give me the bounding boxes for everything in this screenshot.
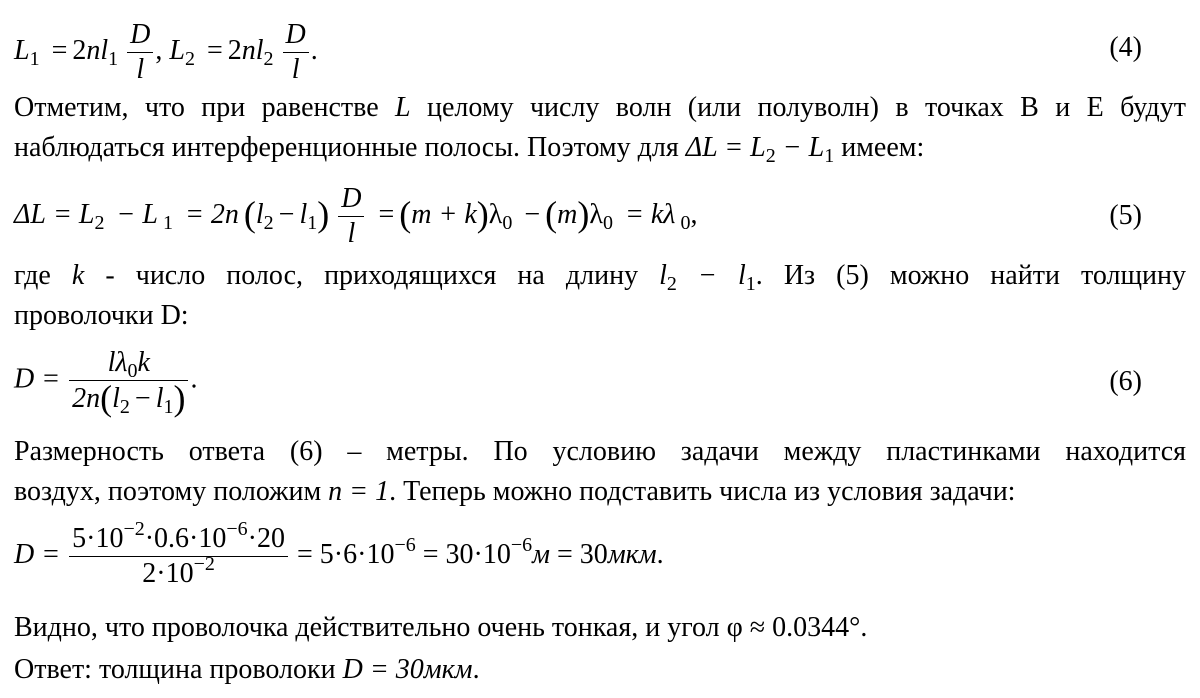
minus: − bbox=[278, 198, 295, 230]
sub: 2 bbox=[184, 47, 195, 70]
den-part: 2·10 bbox=[142, 558, 194, 589]
var-l: l bbox=[299, 198, 308, 230]
period: . bbox=[310, 34, 318, 66]
equation-6-body bbox=[14, 346, 197, 416]
frac-den bbox=[69, 378, 188, 418]
frac-den bbox=[338, 217, 364, 251]
unit-mkm: мкм bbox=[423, 654, 473, 685]
text: - число полос, приходящихся на длину bbox=[84, 260, 660, 291]
text: целому числу волн (или полуволн) в точках B и E будут bbox=[410, 92, 1186, 123]
n-equals-1: n = 1 bbox=[328, 476, 390, 507]
paren: ( bbox=[100, 378, 113, 418]
var-m: m bbox=[557, 198, 578, 230]
equation-6 bbox=[14, 344, 1186, 428]
equation-numeric bbox=[14, 520, 1186, 604]
var-l: l bbox=[291, 54, 300, 85]
sub: 2 bbox=[263, 211, 274, 234]
minus-l: − l bbox=[676, 260, 746, 291]
frac-num bbox=[338, 182, 364, 217]
var-L: L bbox=[395, 92, 411, 123]
l-lambda: lλ bbox=[107, 347, 128, 378]
sub: 1 bbox=[307, 211, 318, 234]
paragraph-2-line-2 bbox=[14, 296, 1186, 336]
fraction-D-over-l bbox=[127, 18, 153, 87]
term: = L bbox=[53, 198, 95, 230]
paren: ) bbox=[173, 378, 186, 418]
sup: −2 bbox=[193, 553, 215, 575]
frac-den bbox=[69, 553, 288, 591]
equation-number: (5) bbox=[1109, 200, 1142, 231]
var-n: n bbox=[86, 34, 101, 66]
text: проволочки D: bbox=[14, 300, 189, 331]
sub: 0 bbox=[127, 360, 138, 382]
sub: 1 bbox=[824, 145, 835, 167]
rhs-part: = 30·10 bbox=[422, 538, 511, 570]
minus-L: − L bbox=[775, 132, 825, 163]
sup: −6 bbox=[394, 533, 416, 556]
equals: = bbox=[51, 34, 68, 66]
frac-den bbox=[127, 53, 153, 87]
var-k: k bbox=[137, 347, 150, 378]
sub: 0 bbox=[502, 211, 513, 234]
var-l: l bbox=[155, 383, 164, 414]
equation-number: (6) bbox=[1109, 366, 1142, 397]
sub: 0 bbox=[680, 211, 691, 234]
period: . bbox=[472, 654, 480, 685]
paragraph-1 bbox=[14, 88, 1186, 128]
minus: − bbox=[524, 198, 541, 230]
sub: 2 bbox=[765, 145, 776, 167]
var-l: l bbox=[136, 54, 145, 85]
sub: 1 bbox=[163, 396, 174, 418]
var-n: n bbox=[241, 34, 256, 66]
sub: 1 bbox=[29, 47, 40, 70]
sub: 1 bbox=[162, 211, 173, 234]
unit-m: м bbox=[532, 538, 551, 570]
answer-line bbox=[14, 650, 1186, 690]
fraction-main bbox=[69, 346, 188, 416]
frac-num bbox=[69, 518, 288, 557]
sub: 2 bbox=[263, 47, 274, 70]
var-l: l bbox=[347, 218, 356, 249]
frac-num bbox=[69, 346, 188, 381]
period: . bbox=[656, 538, 664, 570]
text: . Теперь можно подставить числа из условия задачи: bbox=[389, 476, 1016, 507]
equation-4-body bbox=[14, 18, 318, 87]
var-D: D bbox=[130, 19, 151, 50]
equation-5-body bbox=[14, 182, 697, 251]
lambda: λ bbox=[488, 198, 503, 230]
rhs-part: = 5·6·10 bbox=[297, 538, 395, 570]
var-k: k bbox=[71, 260, 85, 291]
sup: −2 bbox=[123, 518, 145, 540]
term: = kλ bbox=[624, 198, 676, 230]
paren: ) bbox=[476, 193, 489, 234]
equation-5 bbox=[14, 180, 1186, 260]
paren: ) bbox=[317, 193, 330, 234]
text: Видно, что проволочка действительно очень тонкая, и угол bbox=[14, 612, 727, 643]
var-l: l bbox=[255, 34, 264, 66]
text: Ответ: толщина проволоки bbox=[14, 654, 343, 685]
period: . bbox=[860, 612, 868, 643]
fraction-D-over-l bbox=[283, 18, 309, 87]
D-equals: D = bbox=[14, 538, 61, 570]
text: где bbox=[14, 260, 72, 291]
sub: 1 bbox=[745, 273, 756, 295]
var-l: l bbox=[112, 383, 120, 414]
paragraph-3 bbox=[14, 432, 1186, 472]
sub: 2 bbox=[119, 396, 130, 418]
var-l: l bbox=[659, 260, 667, 291]
paragraph-4 bbox=[14, 608, 1186, 648]
coef: 2 bbox=[72, 34, 87, 66]
paragraph-2 bbox=[14, 256, 1186, 296]
comma: , bbox=[690, 198, 698, 230]
sub: 0 bbox=[602, 211, 613, 234]
paragraph-3-line-2 bbox=[14, 472, 1186, 512]
term: − L bbox=[116, 198, 158, 230]
text: Отметим, что при равенстве bbox=[14, 92, 396, 123]
var-D: D bbox=[285, 19, 306, 50]
equals: = bbox=[378, 198, 395, 230]
text: . Из (5) можно найти толщину bbox=[755, 260, 1186, 291]
term: = 2n bbox=[184, 198, 239, 230]
lambda: λ bbox=[589, 198, 603, 230]
num-part: ·0.6·10 bbox=[144, 523, 227, 554]
text: имеем: bbox=[834, 132, 925, 163]
unit-mkm: мкм bbox=[607, 538, 657, 570]
fraction-numeric bbox=[69, 518, 288, 591]
sub: 2 bbox=[666, 273, 677, 295]
paren: ) bbox=[577, 193, 590, 234]
text: воздух, поэтому положим bbox=[14, 476, 329, 507]
sup: −6 bbox=[226, 518, 248, 540]
sub: 2 bbox=[94, 211, 105, 234]
m-plus-k: m + k bbox=[411, 198, 477, 230]
coef: 2 bbox=[227, 34, 242, 66]
phi-approx: φ ≈ 0.0344° bbox=[726, 612, 861, 643]
equals: = bbox=[206, 34, 223, 66]
equation-numeric-body bbox=[14, 518, 664, 591]
paren: ( bbox=[399, 193, 412, 234]
var-L2: L bbox=[169, 34, 185, 66]
equation-number: (4) bbox=[1109, 32, 1142, 63]
rhs-part: = 30 bbox=[557, 538, 608, 570]
comma: , bbox=[155, 34, 163, 66]
period: . bbox=[190, 363, 198, 395]
paren: ( bbox=[545, 193, 558, 234]
minus: − bbox=[134, 383, 151, 414]
paragraph-1-line-2 bbox=[14, 128, 1186, 168]
D-equals-30: D = 30 bbox=[342, 654, 424, 685]
var-D: D bbox=[341, 183, 362, 214]
paren: ( bbox=[243, 193, 256, 234]
equation-4 bbox=[14, 14, 1186, 84]
sup: −6 bbox=[510, 533, 533, 556]
num-part: ·20 bbox=[247, 523, 285, 554]
var-L1: L bbox=[14, 34, 30, 66]
var-l: l bbox=[255, 198, 264, 230]
frac-den bbox=[283, 53, 309, 87]
num-part: 5·10 bbox=[72, 523, 124, 554]
D-equals: D = bbox=[14, 363, 61, 395]
sub: 1 bbox=[108, 47, 119, 70]
fraction-D-over-l bbox=[338, 182, 364, 251]
var-l: l bbox=[100, 34, 109, 66]
delta-L: ΔL bbox=[14, 198, 47, 230]
delta-L: ΔL = L bbox=[685, 132, 766, 163]
2n: 2n bbox=[72, 383, 101, 414]
frac-num bbox=[127, 18, 153, 53]
text: Размерность ответа (6) – метры. По условию задачи между пластинками находится bbox=[14, 436, 1186, 467]
frac-num bbox=[283, 18, 309, 53]
text: наблюдаться интерференционные полосы. Поэтому для bbox=[14, 132, 686, 163]
